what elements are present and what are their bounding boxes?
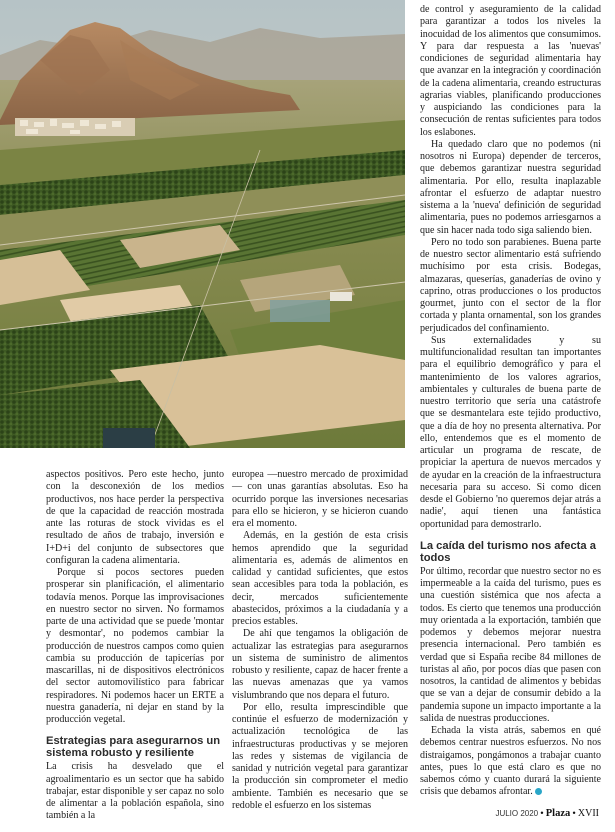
paragraph: [420, 725, 601, 799]
article-column-3: [420, 4, 601, 798]
paragraph: Por último, recordar que nuestro sector no es impermeable a la caída del turismo, pues es una cuestión sistémica que nos afecta a todos. Es cierto que tenemos una producción muy orientada a la exportación, también que podemos y debemos mejorar nuestra presencia internacional. Pero también es verdad que si España recibe 84 millones de turistas al año, por pocos días que pasen con nosotros, la cantidad de alimentos y bebidas que se van a dejar de consumir debido a la pandemia supone un impacto importante a la salida de nuestras producciones.: [420, 565, 601, 724]
separator-dot: •: [572, 808, 576, 818]
paragraph: La crisis ha desvelado que el agroalimentario es un sector que ha sabido trabajar, estar disponible y ser capaz no solo de alimentar a la población española, sino también a la: [46, 761, 224, 822]
paragraph: Porque si pocos sectores pueden prosperar sin planificación, el alimentario todavía menos. Porque las improvisaciones en nuestro sector no sirven. No formamos parte de una actividad que se puede 'montar y desmontar', no podemos cambiar la producción de nuestros campos como quien cambia su producción de tapicerías por mascarillas, ni de dispositivos electrónicos del sector automovilístico para fabricar respiradores. Ni podemos hacer un ERTE a nuestra ganadería, ni dejar en stand by la producción vegetal.: [46, 567, 224, 725]
separator-dot: •: [540, 808, 544, 818]
paragraph-text: Echada la vista atrás, sabemos en qué debemos centrar nuestros esfuerzos. No nos distraigamos, pongámonos a trabajar cuanto antes, pues lo que está claro es que no sabemos cómo y cuanto durará la siguiente crisis que debamos afrontar.: [420, 725, 601, 798]
paragraph: aspectos positivos. Pero este hecho, junto con la desconexión de los medios productivos, nos hace perder la perspectiva de que la capacidad de reacción mostrada ante las roturas de stock vividas es el resultado de años de trabajo, inversión e I+D+i del conjunto de subsectores que configuran la cadena alimentaria.: [46, 469, 224, 566]
paragraph: De ahí que tengamos la obligación de actualizar las estrategias para asegurarnos un sistema de suministro de alimentos robusto y resiliente, capaz de hacer frente a las nuevas amenazas que ya vamos vislumbrando que nos depara el futuro.: [232, 628, 408, 701]
section-heading: Estrategias para asegurarnos un sistema robusto y resiliente: [46, 735, 221, 760]
article-column-2: [232, 469, 408, 811]
article-column-1: [46, 469, 224, 822]
paragraph: Además, en la gestión de esta crisis hemos aprendido que la seguridad alimentaria es, además de alimentos en calidad y cantidad suficientes, que estos sean accesibles para toda la población, es decir, mercados suficientemente abastecidos, próximos a la ciudadanía y a precios estables.: [232, 530, 408, 627]
issue-date: JULIO 2020: [495, 809, 539, 818]
page-number: XVII: [577, 808, 599, 819]
paragraph: europea —nuestro mercado de proximidad— con unas garantías absolutas. Eso ha ocurrido porque las inversiones necesarias para ello se hicieron, y se hicieron cuando era el momento.: [232, 469, 408, 529]
paragraph: Sus externalidades y su multifuncionalidad resultan tan importantes para el equilibrio demográfico y para el mantenimiento de los valores agrarios, ambientales y culturales de buena parte de nuestro territorio que sería una catástrofe que se desmantelara este tejido productivo, que a día de hoy no presenta alternativa. Por ello, entendemos que es el momento de articular un programa de rescate, de propiciar la apertura de nuevos mercados y de ayudar en la creación de la infraestructura necesaria para su acceso. Si como dicen desde el Gobierno 'no queremos dejar atrás a nadie', aquí tienen una fantástica oportunidad para demostrarlo.: [420, 334, 601, 530]
paragraph: Por ello, resulta imprescindible que continúe el esfuerzo de modernización y actualización tecnológica de las infraestructuras productivas y se mejoren las redes y sistemas de vigilancia de sanidad y nutrición vegetal para garantizar la producción sin comprometer el medio ambiente. También es necesario que se redoble el esfuerzo en los sistemas: [232, 701, 408, 811]
aerial-landscape-photo: [0, 0, 405, 448]
end-of-article-icon: [535, 788, 542, 795]
publication-name: Plaza: [545, 808, 571, 819]
paragraph: Ha quedado claro que no podemos (ni nosotros ni Europa) depender de terceros, que debemos garantizar nuestra seguridad alimentaria. Por ello, resulta inaplazable afrontar el esfuerzo de adaptar nuestro sistema a la 'nueva' definición de seguridad alimentaria, pues no podemos arriesgarnos a que sin hacer nada todo siga saliendo bien.: [420, 138, 601, 236]
paragraph: de control y aseguramiento de la calidad para garantizar a todos los niveles la inocuidad de los alimentos que consumimos. Y para dar respuesta a las 'nuevas' condiciones de seguridad alimentaria hay que avanzar en la integración y coordinación de la cadena alimentaria, creando estructuras agrarias viables, planificando producciones y auspiciando las condiciones para la consecución de rentas suficientes para todos los eslabones.: [420, 4, 601, 138]
paragraph: Pero no todo son parabienes. Buena parte de nuestro sector alimentario está sufriendo muchísimo por esta crisis. Bodegas, almazaras, queserías, ganaderías de ovino y caprino, otras producciones o los productos gourmet, junto con el sector de la flor cortada y planta ornamental, son los grandes perjudicados del confinamiento.: [420, 236, 601, 334]
section-heading: La caída del turismo nos afecta a todos: [420, 539, 596, 564]
page-footer: [495, 808, 599, 819]
